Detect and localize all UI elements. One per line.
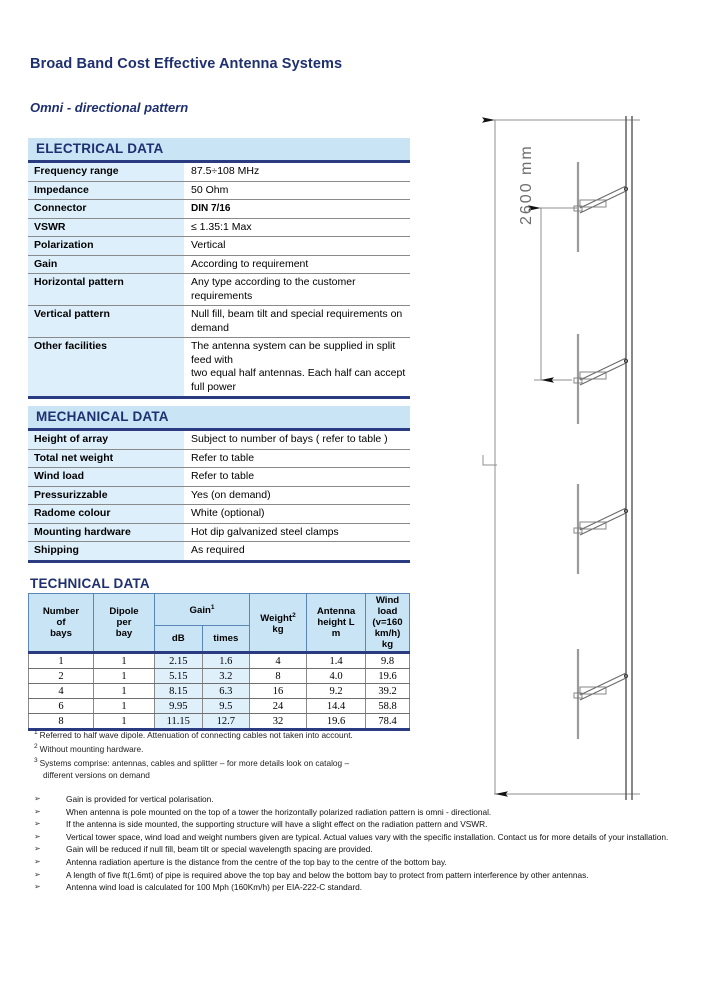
cell-wind: 58.8 [366, 699, 410, 714]
antenna-drawing-svg [460, 112, 709, 802]
note-text: Gain is provided for vertical polarisation. [66, 794, 214, 804]
header-line: kg [381, 639, 394, 650]
row-value-line: two equal half antennas. Each half can accept [191, 367, 406, 379]
cell-wind: 39.2 [366, 684, 410, 699]
cell-wind: 9.8 [366, 653, 410, 669]
cell-gain-db: 11.15 [155, 714, 203, 730]
header-line: of [56, 617, 66, 628]
mechanical-data-section [28, 406, 410, 563]
row-value: DIN 7/16 [184, 200, 410, 219]
cell-gain-db: 9.95 [155, 699, 203, 714]
bullet-arrow-icon: ➢ [34, 882, 41, 892]
row-value: White (optional) [184, 505, 410, 524]
cell-bays: 2 [29, 669, 94, 684]
page-subtitle: Omni - directional pattern [30, 100, 189, 115]
dipole-bay [574, 162, 628, 252]
footnote [34, 755, 454, 769]
cell-gain-db: 8.15 [155, 684, 203, 699]
header-text: Weight [260, 613, 293, 625]
bullet-arrow-icon: ➢ [34, 831, 41, 841]
cell-bays: 4 [29, 684, 94, 699]
dipole-bay [574, 649, 628, 739]
row-value-line: requirements [191, 289, 253, 302]
cell-dipole: 1 [94, 653, 155, 669]
cell-weight: 8 [250, 669, 307, 684]
footnote-ref: 2 [292, 611, 296, 619]
cell-height: 19.6 [307, 714, 366, 730]
row-label: Gain [28, 255, 184, 274]
dipole-bay [574, 484, 628, 574]
bullet-arrow-icon: ➢ [34, 806, 41, 816]
col-header-gain [155, 594, 250, 626]
cell-gain-times: 9.5 [202, 699, 250, 714]
table-row [28, 449, 410, 468]
dimension-label: 2600 mm [518, 144, 535, 225]
row-value-line: The antenna system can be supplied in split [191, 340, 396, 352]
row-value-line: Any type according to the customer [191, 276, 356, 288]
footnote-ref: 1 [210, 604, 215, 612]
list-item [34, 818, 699, 831]
electrical-data-table [28, 163, 410, 396]
row-label: Horizontal pattern [28, 274, 184, 306]
col-header-gain-db: dB [155, 625, 203, 653]
electrical-data-section [28, 138, 410, 399]
col-header-bays [29, 594, 94, 653]
bullet-arrow-icon: ➢ [34, 794, 41, 803]
notes-list [34, 793, 699, 894]
row-value: Vertical [184, 237, 410, 256]
table-row [28, 200, 410, 219]
table-row [28, 237, 410, 256]
col-header-wind-load [366, 594, 410, 653]
cell-weight: 24 [250, 699, 307, 714]
header-line: Wind load [375, 595, 400, 617]
bullet-arrow-icon: ➢ [34, 819, 41, 829]
row-label: Radome colour [28, 505, 184, 524]
list-item [34, 843, 699, 856]
table-row [28, 338, 410, 397]
footnote [34, 727, 454, 741]
electrical-data-heading: ELECTRICAL DATA [28, 138, 410, 160]
row-value: 50 Ohm [184, 181, 410, 200]
row-value: Refer to table [184, 449, 410, 468]
table-row [28, 306, 410, 338]
table-header-row [29, 594, 410, 626]
cell-height: 14.4 [307, 699, 366, 714]
bullet-arrow-icon: ➢ [34, 856, 41, 866]
header-line: Antenna [316, 606, 356, 617]
cell-wind: 78.4 [366, 714, 410, 730]
footnote-text: Systems comprise: antennas, cables and splitter – for more details look on catalog – [39, 758, 350, 769]
cell-gain-db: 2.15 [155, 653, 203, 669]
cell-bays: 1 [29, 653, 94, 669]
table-row [28, 468, 410, 487]
header-line: Number [42, 606, 80, 617]
row-label: Other facilities [28, 338, 184, 397]
cell-gain-times: 1.6 [202, 653, 250, 669]
header-line: bays [50, 628, 72, 639]
table-row [28, 255, 410, 274]
col-header-antenna-height [307, 594, 366, 653]
row-value-line: Null fill, beam tilt and special requirements on [191, 308, 403, 320]
row-label: Height of array [28, 431, 184, 449]
note-text: Gain will be reduced if null fill, beam tilt or special wavelength spacing are provided. [66, 844, 373, 855]
table-row [28, 486, 410, 505]
row-value [184, 274, 410, 306]
row-label: Impedance [28, 181, 184, 200]
row-label: Vertical pattern [28, 306, 184, 338]
cell-wind: 19.6 [366, 669, 410, 684]
note-text: Vertical tower space, wind load and weight numbers given are typical. Actual values vary with the specific installation. Contact us for more details of your installation. [66, 831, 669, 842]
cell-height: 4.0 [307, 669, 366, 684]
technical-data-heading: TECHNICAL DATA [30, 576, 150, 591]
footnote-marker: 2 [34, 743, 38, 751]
list-item [34, 869, 699, 882]
row-value [184, 306, 410, 338]
col-header-gain-times: times [202, 625, 250, 653]
mechanical-bottom-rule [28, 560, 410, 563]
col-header-dipole [94, 594, 155, 653]
table-row [29, 684, 410, 699]
header-line: kg [272, 624, 284, 636]
mechanical-data-heading: MECHANICAL DATA [28, 406, 410, 428]
header-line: bay [115, 628, 133, 639]
cell-weight: 16 [250, 684, 307, 699]
table-row [28, 181, 410, 200]
table-row [28, 542, 410, 560]
mechanical-data-table [28, 431, 410, 560]
header-line: Dipole [109, 606, 139, 617]
cell-height: 9.2 [307, 684, 366, 699]
row-label: Total net weight [28, 449, 184, 468]
list-item [34, 806, 699, 819]
row-label: Connector [28, 200, 184, 219]
bullet-arrow-icon: ➢ [34, 844, 41, 854]
row-value: As required [184, 542, 410, 560]
row-value: Yes (on demand) [184, 486, 410, 505]
footnote-text: Referred to half wave dipole. Attenuation of connecting cables not taken into account. [39, 729, 353, 740]
row-value: 87.5÷108 MHz [184, 163, 410, 181]
cell-dipole: 1 [94, 699, 155, 714]
row-value: According to requirement [184, 255, 410, 274]
note-text: Antenna wind load is calculated for 100 Mph (160Km/h) per EIA-222-C standard. [66, 882, 363, 893]
list-item [34, 856, 699, 869]
row-label: Frequency range [28, 163, 184, 181]
table-row [28, 163, 410, 181]
dipole-bay [574, 334, 628, 424]
header-line: (v=160 km/h) [372, 617, 403, 639]
col-header-weight [250, 594, 307, 653]
cell-gain-times: 6.3 [202, 684, 250, 699]
page-title: Broad Band Cost Effective Antenna Systems [30, 56, 343, 72]
note-text: A length of five ft(1.6mt) of pipe is required above the top bay and below the bottom bay to protect from pattern interference by other antennas. [66, 869, 589, 880]
cell-dipole: 1 [94, 669, 155, 684]
list-item [34, 831, 699, 844]
list-item [34, 881, 699, 894]
row-label: Mounting hardware [28, 523, 184, 542]
footnotes [34, 727, 454, 781]
cell-bays: 6 [29, 699, 94, 714]
row-label: Wind load [28, 468, 184, 487]
cell-weight: 32 [250, 714, 307, 730]
row-value-line: feed with [191, 353, 234, 366]
table-row [28, 431, 410, 449]
cell-dipole: 1 [94, 684, 155, 699]
table-row [28, 218, 410, 237]
row-label: Shipping [28, 542, 184, 560]
table-row [29, 669, 410, 684]
header-line: m [331, 628, 341, 639]
table-row [29, 653, 410, 669]
row-value: Subject to number of bays ( refer to table ) [184, 431, 410, 449]
cell-height: 1.4 [307, 653, 366, 669]
header-line: height L [317, 617, 355, 628]
footnote-continuation: different versions on demand [43, 769, 150, 780]
antenna-drawing [460, 112, 709, 802]
row-value: ≤ 1.35:1 Max [184, 218, 410, 237]
bullet-arrow-icon: ➢ [34, 869, 41, 879]
footnote-marker: 3 [34, 757, 38, 765]
table-row [28, 523, 410, 542]
table-row [28, 505, 410, 524]
table-row [29, 699, 410, 714]
header-line: per [116, 617, 132, 628]
header-line: Gain [189, 605, 211, 617]
header-line [251, 610, 305, 624]
row-value [184, 338, 410, 397]
cell-weight: 4 [250, 653, 307, 669]
note-text: If the antenna is side mounted, the supporting structure will have a slight effect on the radiation pattern and VSWR. [66, 819, 488, 830]
table-row [28, 274, 410, 306]
footnote-text: Without mounting hardware. [39, 743, 144, 754]
row-value-line: full power [191, 380, 236, 393]
cell-gain-db: 5.15 [155, 669, 203, 684]
technical-data-table [28, 593, 410, 731]
row-value-line: demand [191, 321, 229, 334]
electrical-bottom-rule [28, 396, 410, 399]
row-value: Refer to table [184, 468, 410, 487]
cell-bays: 8 [29, 714, 94, 730]
footnote-marker: 1 [34, 729, 38, 736]
row-label: VSWR [28, 218, 184, 237]
cell-gain-times: 12.7 [202, 714, 250, 730]
footnote [34, 741, 454, 755]
note-text: When antenna is pole mounted on the top of a tower the horizontally polarized radiation pattern is omni - directional. [66, 806, 492, 817]
row-label: Pressurizzable [28, 486, 184, 505]
cell-dipole: 1 [94, 714, 155, 730]
note-text: Antenna radiation aperture is the distance from the centre of the top bay to the centre of the bottom bay. [66, 856, 447, 867]
row-value: Hot dip galvanized steel clamps [184, 523, 410, 542]
cell-gain-times: 3.2 [202, 669, 250, 684]
row-label: Polarization [28, 237, 184, 256]
